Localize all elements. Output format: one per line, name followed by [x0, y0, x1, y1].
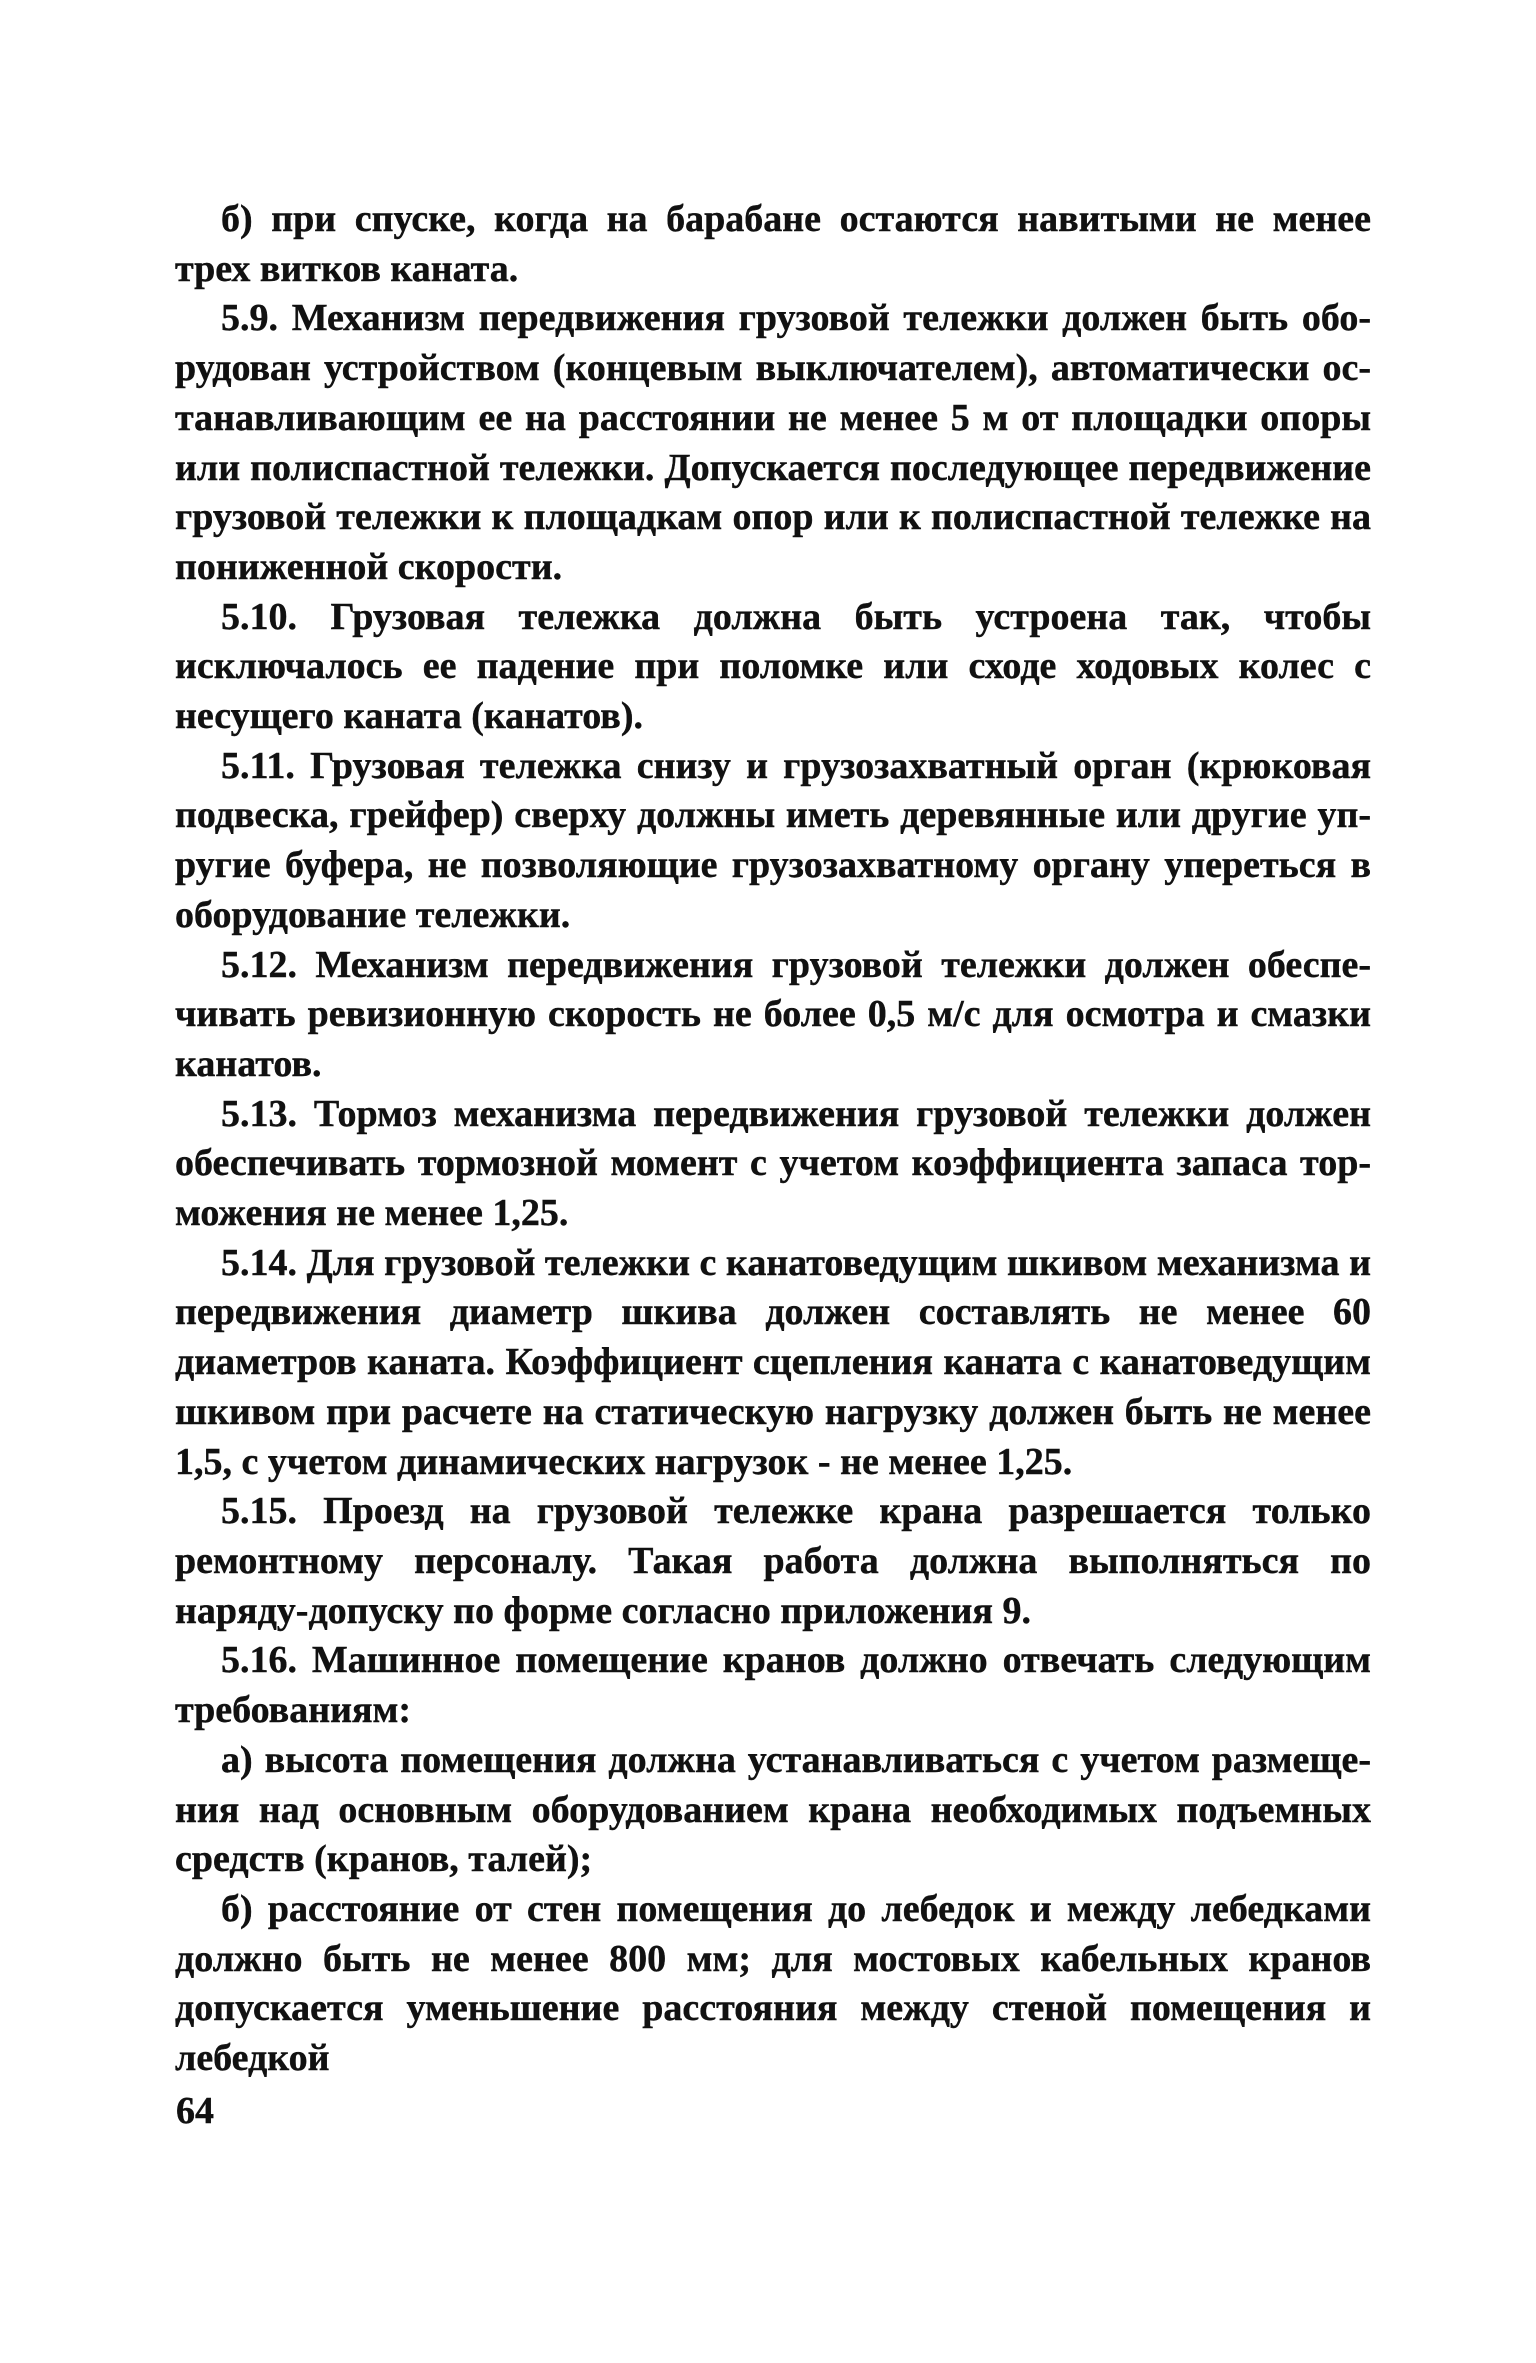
paragraph-5-14: 5.14. Для грузовой тележки с канатоведущим шкивом механизма и передвижения диаметр шкива должен составлять не менее 60 диаметров каната. Коэффициент сцепления каната с канатоведущим шкивом при расчете на статическую нагрузку должен быть не менее 1,5, с учетом динамических нагрузок - не менее 1,25.: [175, 1241, 1371, 1483]
paragraph-item-b-lowering: б) при спуске, когда на барабане остаются навитыми не менее трех витков каната.: [175, 198, 1371, 290]
page-number: 64: [176, 2090, 214, 2132]
paragraph-item-a-height: а) высота помещения должна устанавливаться с учетом размещения над основным оборудованием крана необходимых подъемных средств (кранов, талей);: [175, 1738, 1371, 1881]
paragraph-5-13: 5.13. Тормоз механизма передвижения грузовой тележки должен обеспечивать тормозной момент с учетом коэффициента запаса торможения не менее 1,25.: [175, 1092, 1371, 1235]
paragraph-5-11: 5.11. Грузовая тележка снизу и грузозахватный орган (крюковая подвеска, грейфер) сверху должны иметь деревянные или другие упругие буфера, не позволяющие грузозахватному органу упереться в оборудование тележки.: [175, 744, 1371, 936]
paragraph-5-15: 5.15. Проезд на грузовой тележке крана разрешается только ремонтному персоналу. Такая работа должна выполняться по наряду-допуску по форме согласно приложения 9.: [175, 1490, 1371, 1632]
paragraph-5-12: 5.12. Механизм передвижения грузовой тележки должен обеспечивать ревизионную скорость не более 0,5 м/с для осмотра и смазки канатов.: [175, 943, 1371, 1085]
page-body: [175, 195, 1371, 2084]
paragraph-5-10: 5.10. Грузовая тележка должна быть устроена так, чтобы исключалось ее падение при поломке или сходе ходовых колес с несущего каната (канатов).: [175, 595, 1371, 738]
paragraph-item-b-distance: б) расстояние от стен помещения до лебедок и между лебедками должно быть не менее 800 мм; для мостовых кабельных кранов допускается уменьшение расстояния между стеной помещения и лебедкой: [175, 1887, 1371, 2080]
paragraph-5-16: 5.16. Машинное помещение кранов должно отвечать следующим требованиям:: [175, 1639, 1371, 1732]
paragraph-5-9: 5.9. Механизм передвижения грузовой тележки должен быть оборудован устройством (концевым выключателем), автоматически останавливающим ее на расстоянии не менее 5 м от площадки опоры или полиспастной тележки. Допускается последующее передвижение грузовой тележки к площадкам опор или к полиспастной тележке на пониженной скорости.: [175, 297, 1371, 588]
